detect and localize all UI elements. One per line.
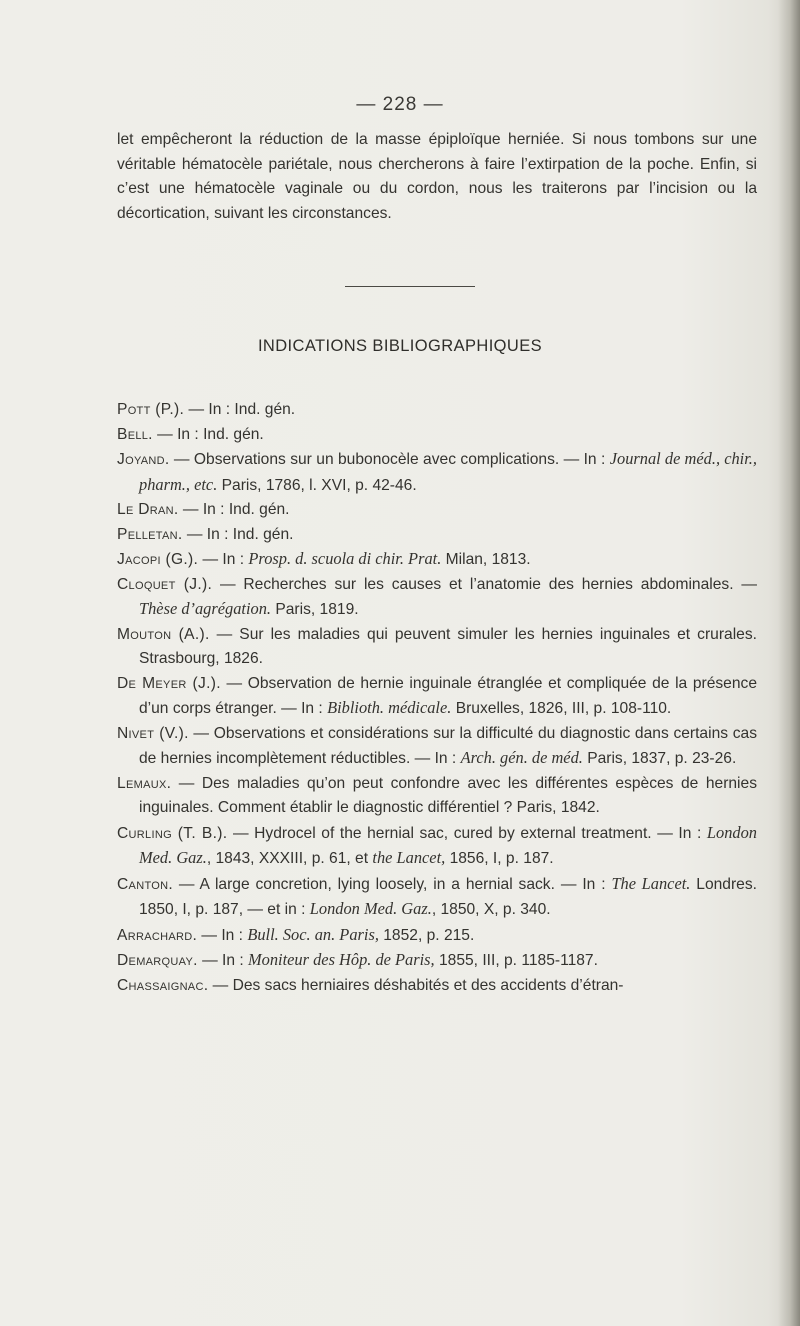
entry-details: 1855, III, p. 1185-1187. — [434, 952, 598, 969]
entry-author: Curling (T. B.). — [117, 824, 228, 842]
entry-text: — Hydrocel of the hernial sac, cured by external treatment. — In : — [227, 824, 707, 842]
entry-author: Jacopi (G.). — [117, 551, 199, 568]
bibliography-entry — [117, 772, 757, 821]
entry-author: Nivet (V.). — [117, 724, 189, 742]
bibliography-entry — [117, 948, 757, 974]
bibliography-entry — [117, 722, 757, 772]
intro-paragraph — [117, 128, 757, 226]
page-edge-shadow — [778, 0, 800, 1326]
entry-details: Milan, 1813. — [441, 551, 531, 568]
entry-author: Bell. — [117, 425, 153, 443]
bibliography-entry — [117, 523, 757, 548]
entry-source-2: the Lancet, — [372, 848, 446, 867]
entry-text: — Recherches sur les causes et l’anatomie des hernies abdominales. — — [212, 575, 757, 593]
entry-author: Chassaignac. — [117, 976, 209, 994]
entry-details-2: 1856, I, p. 187. — [445, 850, 554, 867]
section-divider — [345, 286, 475, 287]
entry-author: Pelletan. — [117, 525, 183, 543]
page-number: — 228 — — [356, 94, 444, 115]
entry-details: , 1843, XXXIII, p. 61, et — [206, 850, 373, 867]
bibliography-entry — [117, 547, 757, 573]
entry-author: Demarquay. — [117, 952, 198, 969]
entry-text: — In : Ind. gén. — [152, 425, 264, 443]
entry-author: Mouton (A.). — [117, 625, 210, 643]
entry-text: — In : — [197, 926, 248, 944]
entry-source: Thèse d’agrégation. — [139, 599, 272, 618]
bibliography-entry — [117, 498, 757, 523]
bibliography-entry — [117, 872, 757, 923]
entry-source: Moniteur des Hôp. de Paris, — [248, 950, 435, 969]
entry-author: Pott (P.). — [117, 401, 185, 418]
entry-text: — Des sacs herniaires déshabités et des accidents d’étran- — [208, 976, 624, 994]
entry-text: — In : — [198, 551, 249, 568]
bibliography-list — [117, 398, 757, 998]
entry-details: Bruxelles, 1826, III, p. 108-110. — [451, 700, 672, 717]
entry-details: Paris, 1786, l. XVI, p. 42-46. — [217, 476, 417, 494]
entry-text: — A large concretion, lying loosely, in a hernial sack. — In : — [173, 875, 612, 893]
bibliography-entry — [117, 398, 757, 423]
entry-author: Arrachard. — [117, 926, 198, 944]
entry-author: De Meyer (J.). — [117, 674, 221, 692]
bibliography-entry — [117, 447, 757, 498]
entry-author: Canton. — [117, 875, 173, 893]
section-title: INDICATIONS BIBLIOGRAPHIQUES — [257, 337, 543, 355]
entry-text: — In : — [197, 952, 248, 969]
entry-text: — Des maladies qu’on peut confondre avec les différentes espèces de hernies inguinales. Comment établir le diagnostic différentiel ? Paris, 1842. — [139, 774, 757, 816]
entry-text: — Observations et considérations sur la difficulté du diagnostic dans certains cas de hernies incomplètement réductibles. — In : — [139, 724, 757, 767]
entry-details-2: , 1850, X, p. 340. — [431, 901, 551, 918]
entry-text: — Observations sur un bubonocèle avec complications. — In : — [169, 451, 610, 468]
entry-source-2: London Med. Gaz. — [309, 899, 432, 918]
entry-text: — Sur les maladies qui peuvent simuler les hernies inguinales et crurales. Strasbourg, 1826. — [139, 625, 757, 667]
bibliography-entry — [117, 573, 757, 623]
bibliography-entry — [117, 623, 757, 672]
entry-source: Journal de méd., chir., pharm., etc. — [139, 449, 757, 494]
entry-text: — In : Ind. gén. — [182, 525, 294, 543]
bibliography-entry — [117, 923, 757, 949]
bibliography-entry — [117, 423, 757, 448]
bibliography-entry — [117, 672, 757, 722]
bibliography-entry — [117, 974, 757, 999]
entry-details: 1852, p. 215. — [378, 926, 475, 944]
entry-author: Le Dran. — [117, 501, 179, 518]
entry-text: — In : Ind. gén. — [184, 401, 296, 418]
entry-author: Lemaux. — [117, 774, 172, 792]
entry-source: London Med. Gaz. — [139, 822, 757, 867]
intro-text: let empêcheront la réduction de la masse épiploïque herniée. Si nous tombons sur une véritable hématocèle pariétale, nous chercherons à faire l’extirpation de la poche. Enfin, si c’est une hématocèle vaginale ou du cordon, nous les traiterons par l’incision ou la décortication, suivant les circonstances. — [117, 131, 757, 222]
entry-source: Arch. gén. de méd. — [460, 748, 583, 767]
entry-text: — In : Ind. gén. — [178, 501, 290, 518]
entry-details: Londres. 1850, I, p. 187, — et in : — [139, 875, 757, 918]
entry-text: — Observation de hernie inguinale étranglée et compliquée de la présence d’un corps étranger. — In : — [139, 674, 757, 717]
entry-details: Paris, 1819. — [271, 601, 359, 618]
entry-source: Bull. Soc. an. Paris, — [247, 924, 379, 944]
entry-details: Paris, 1837, p. 23-26. — [582, 750, 737, 767]
entry-source: The Lancet. — [611, 873, 691, 893]
bibliography-entry — [117, 821, 757, 872]
entry-source: Biblioth. médicale. — [327, 698, 452, 717]
entry-author: Cloquet (J.). — [117, 575, 213, 593]
entry-author: Joyand. — [117, 451, 170, 468]
entry-source: Prosp. d. scuola di chir. Prat. — [248, 549, 442, 568]
